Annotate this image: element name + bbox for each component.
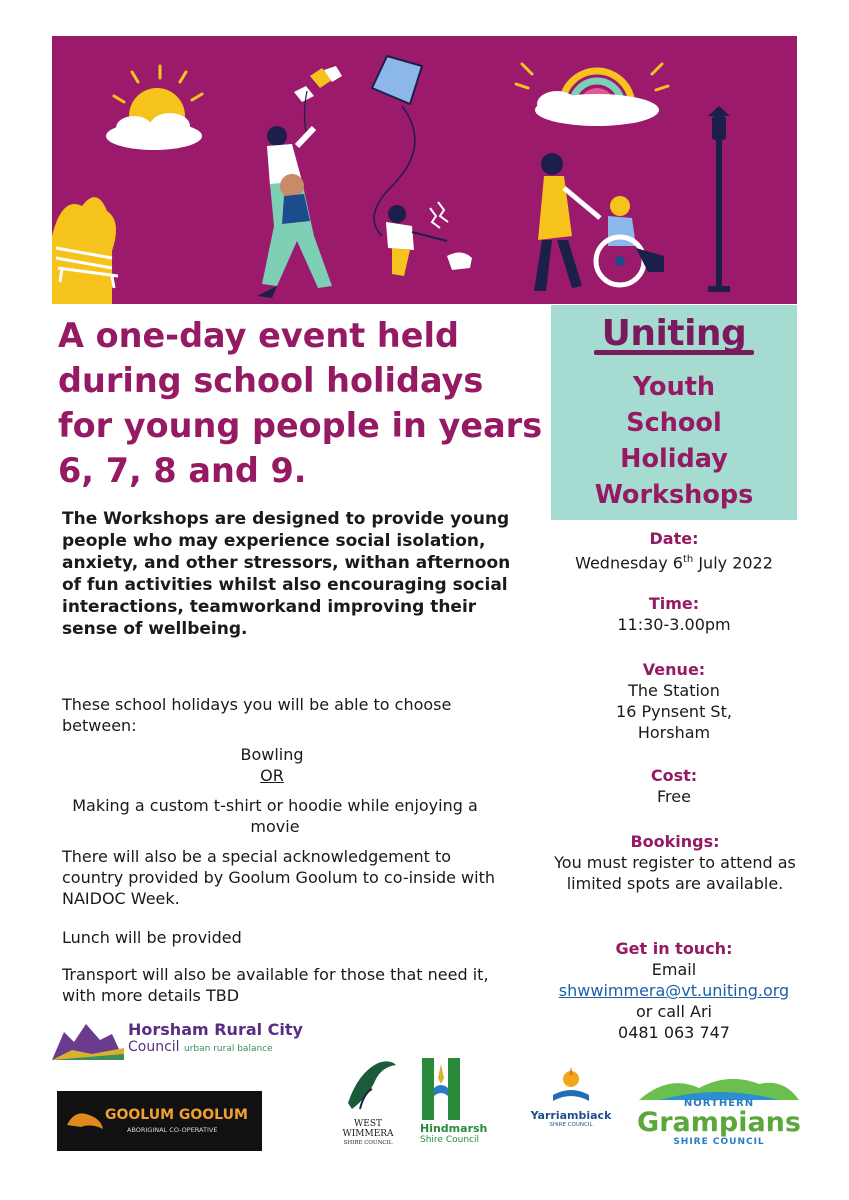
uniting-logo: Uniting — [601, 313, 747, 354]
date-value: Wednesday 6th July 2022 — [575, 553, 773, 573]
venue-line: Horsham — [637, 723, 711, 742]
venue-label: Venue: — [642, 660, 706, 679]
program-title-line: School — [626, 408, 722, 438]
choose-text: These school holidays you will be able to choose between: — [62, 695, 452, 735]
mountain-logo-icon — [52, 1020, 124, 1060]
transport-text: Transport will also be available for those that need it, with more details TBD — [62, 965, 489, 1005]
option-bowling: Bowling — [240, 745, 304, 764]
northern-grampians-logo — [636, 1070, 802, 1150]
date-label: Date: — [649, 529, 699, 548]
page-headline: A one-day event held during school holidays for young people in years 6, 7, 8 and 9. — [58, 316, 543, 490]
program-title-line: Youth — [632, 372, 716, 402]
hindmarsh-logo — [420, 1058, 490, 1148]
grampians-line: NORTHERN — [683, 1098, 755, 1109]
parent-with-child-figure — [257, 126, 332, 298]
horsham-name: Horsham Rural City — [128, 1020, 303, 1039]
time-value: 11:30-3.00pm — [617, 615, 731, 634]
cost-value: Free — [657, 787, 691, 806]
hindmarsh-sub: Shire Council — [420, 1135, 479, 1145]
program-title — [551, 369, 797, 513]
hindmarsh-h-icon — [422, 1058, 460, 1120]
goolum-name: GOOLUM GOOLUM — [105, 1107, 248, 1123]
sun-icon — [106, 66, 202, 150]
lunch-text: Lunch will be provided — [62, 928, 242, 947]
west-wimmera-logo — [332, 1053, 404, 1148]
yarriambiack-wave-icon — [551, 1065, 591, 1105]
program-title-line: Holiday — [620, 444, 728, 474]
bird-icon — [338, 1053, 398, 1115]
child-with-dog-figure — [386, 202, 472, 276]
contact-section — [551, 938, 797, 1043]
horsham-council-word: Council — [128, 1039, 180, 1055]
venue-section — [551, 659, 797, 743]
venue-line: 16 Pynsent St, — [616, 702, 732, 721]
hero-illustration — [52, 36, 797, 304]
or-text: OR — [260, 766, 284, 785]
intro-paragraph: The Workshops are designed to provide young people who may experience social isolation, anxiety, and other stressors, withan afternoon of fun activities whilst also encouraging social interactions, teamworkand improving their sense of wellbeing. — [62, 509, 511, 639]
grampians-name: Grampians — [637, 1107, 801, 1138]
west-wimmera-line: SHIRE COUNCIL — [343, 1140, 393, 1146]
horsham-tagline: urban rural balance — [184, 1044, 273, 1054]
cost-section — [551, 765, 797, 807]
contact-phone: 0481 063 747 — [618, 1023, 730, 1042]
time-label: Time: — [648, 594, 700, 613]
yarriambiack-name: Yarriambiack — [530, 1109, 612, 1122]
family-outdoor-illustration — [52, 36, 797, 304]
yarriambiack-sub: SHIRE COUNCIL — [549, 1122, 593, 1128]
program-title-panel — [551, 305, 797, 520]
bookings-value: You must register to attend as limited spots are available. — [554, 853, 796, 893]
goolum-sub: ABORIGINAL CO-OPERATIVE — [127, 1126, 218, 1134]
acknowledgement-text: There will also be a special acknowledgement to country provided by Goolum Goolum to co-inside with NAIDOC Week. — [62, 847, 495, 908]
rainbow-icon — [516, 64, 668, 126]
bookings-label: Bookings: — [630, 832, 720, 851]
goolum-goolum-logo — [57, 1091, 262, 1151]
contact-email-label: Email — [651, 960, 697, 979]
west-wimmera-line: WEST — [354, 1119, 382, 1129]
cost-label: Cost: — [650, 766, 698, 785]
venue-line: The Station — [628, 681, 720, 700]
program-title-line: Workshops — [594, 480, 754, 510]
date-section — [551, 528, 797, 573]
contact-call-text: or call Ari — [636, 1002, 712, 1021]
contact-email-link[interactable]: shwwimmera@vt.uniting.org — [558, 981, 790, 1000]
hindmarsh-name: Hindmarsh — [420, 1122, 488, 1135]
option-tshirt: Making a custom t-shirt or hoodie while enjoying a movie — [72, 796, 478, 836]
west-wimmera-line: WIMMERA — [342, 1129, 394, 1139]
goanna-icon — [65, 1105, 105, 1135]
yarriambiack-logo — [526, 1065, 616, 1135]
wheelchair-figure — [534, 153, 664, 291]
lamp-post-icon — [708, 106, 730, 292]
grampians-sub: SHIRE COUNCIL — [673, 1137, 765, 1147]
grampians-mountain-icon — [639, 1070, 799, 1100]
contact-label: Get in touch: — [615, 939, 733, 958]
time-section — [551, 593, 797, 635]
bookings-section — [553, 831, 797, 894]
horsham-council-logo — [52, 1020, 322, 1062]
